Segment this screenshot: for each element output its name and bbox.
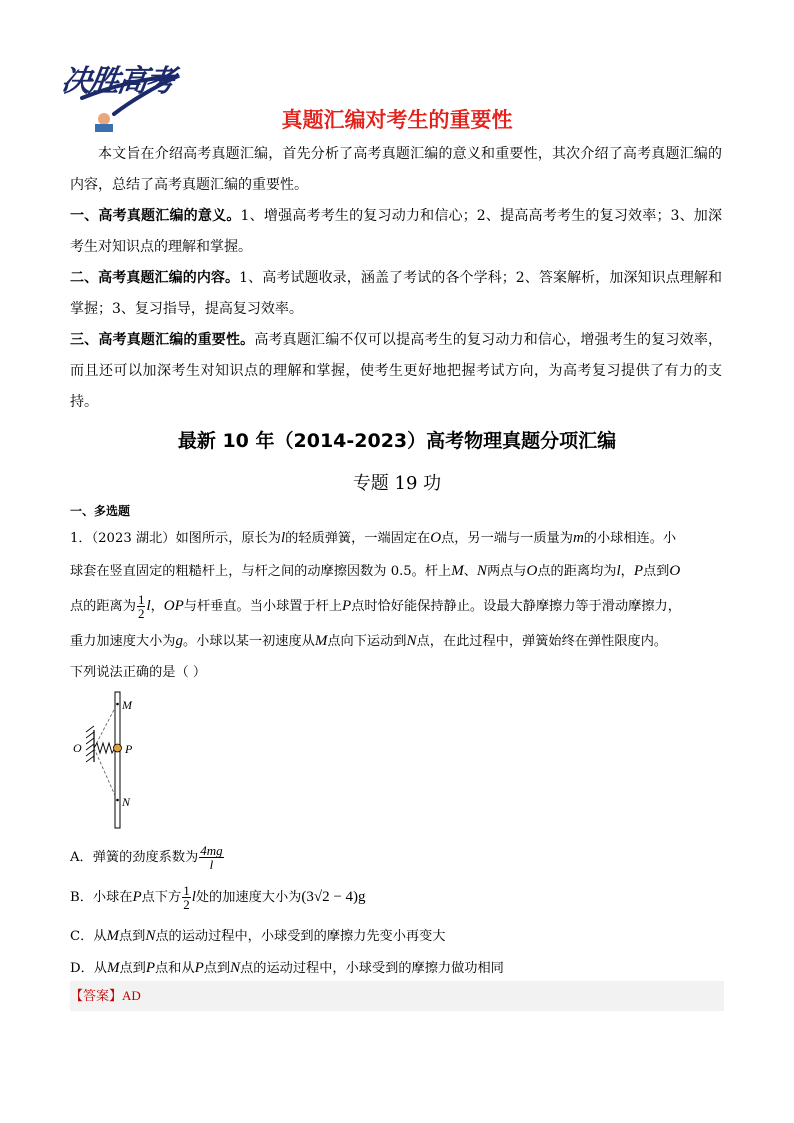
section-1-text: 1、增强高考考生的复习动力和信心；2、提高高考考生的复习效率；3、加深考生对知识点的理解和掌握。 [70, 208, 722, 255]
section-2-label: 二、高考真题汇编的内容。 [70, 270, 240, 286]
section-3-text: 高考真题汇编不仅可以提高考生的复习动力和信心，增强考生的复习效率，而且还可以加深考生对知识点的理解和掌握，使考生更好地把握考试方向，为高考复习提供了有力的支持。 [70, 332, 722, 410]
section-1-paragraph [70, 201, 722, 263]
logo-text: 决胜高考 [59, 64, 176, 99]
collection-heading: 最新 10 年（2014-2023）高考物理真题分项汇编 [177, 430, 617, 452]
option-c: C．从M点到N点的运动过程中，小球受到的摩擦力先变小再变大 [70, 928, 446, 944]
question-line-3: 点的距离为 $\frac{1}{2}$ l，OP与杆垂直。当小球置于杆上P点时恰好能保持静止。设最大静摩擦力等于滑动摩擦力， [70, 592, 681, 621]
question-line-2: 球套在竖直固定的粗糙杆上，与杆之间的动摩擦因数为 0.5。杆上M、N两点与O点的距离均为l，P点到O [70, 563, 681, 579]
topic-heading: 专题 19 功 [352, 473, 442, 494]
fraction-half: $\frac{1}{2}$ [137, 592, 145, 621]
label-M: M [122, 698, 132, 712]
label-O: O [73, 741, 82, 755]
answer-value: AD [122, 988, 141, 1003]
section-2-paragraph [70, 263, 722, 325]
label-N: N [122, 795, 131, 809]
option-b: B．小球在P点下方 $\frac{1}{2}$ l处的加速度大小为(3√2 − 4)g [70, 883, 366, 912]
question-line-5: 下列说法正确的是（ ） [70, 665, 207, 680]
option-d: D．从M点到P点和从P点到N点的运动过程中，小球受到的摩擦力做功相同 [70, 960, 504, 976]
section-3-paragraph [70, 325, 722, 418]
section-3-label: 三、高考真题汇编的重要性。 [70, 332, 255, 348]
option-a: A．弹簧的劲度系数为 $\frac{4mg}{l}$ [70, 843, 223, 872]
answer-tag: 【答案】 [70, 989, 123, 1004]
section-1-label: 一、高考真题汇编的意义。 [70, 208, 241, 224]
spring-rod-figure [70, 690, 170, 839]
answer-bar [70, 981, 724, 1011]
intro-paragraph: 本文旨在介绍高考真题汇编，首先分析了高考真题汇编的意义和重要性，其次介绍了高考真题汇编的内容，总结了高考真题汇编的重要性。 [70, 146, 722, 193]
label-P: P [125, 742, 133, 756]
fraction-4mg-over-l: $\frac{4mg}{l}$ [200, 843, 223, 872]
question-line-4: 重力加速度大小为g。小球以某一初速度从M点向下运动到N点，在此过程中，弹簧始终在弹性限度内。 [70, 633, 668, 649]
section-2-text: 1、高考试题收录，涵盖了考试的各个学科；2、答案解析，加深知识点理解和掌握；3、复习指导，提高复习效率。 [70, 270, 723, 317]
page-title: 真题汇编对考生的重要性 [281, 108, 513, 132]
fraction-half-b: $\frac{1}{2}$ [183, 883, 190, 912]
question-line-1: 1．（2023 湖北）如图所示，原长为l的轻质弹簧，一端固定在O点，另一端与一质量为m的小球相连。小 [70, 530, 677, 546]
question-type-label: 一、多选题 [70, 504, 131, 518]
spring-rod-diagram [70, 690, 170, 835]
